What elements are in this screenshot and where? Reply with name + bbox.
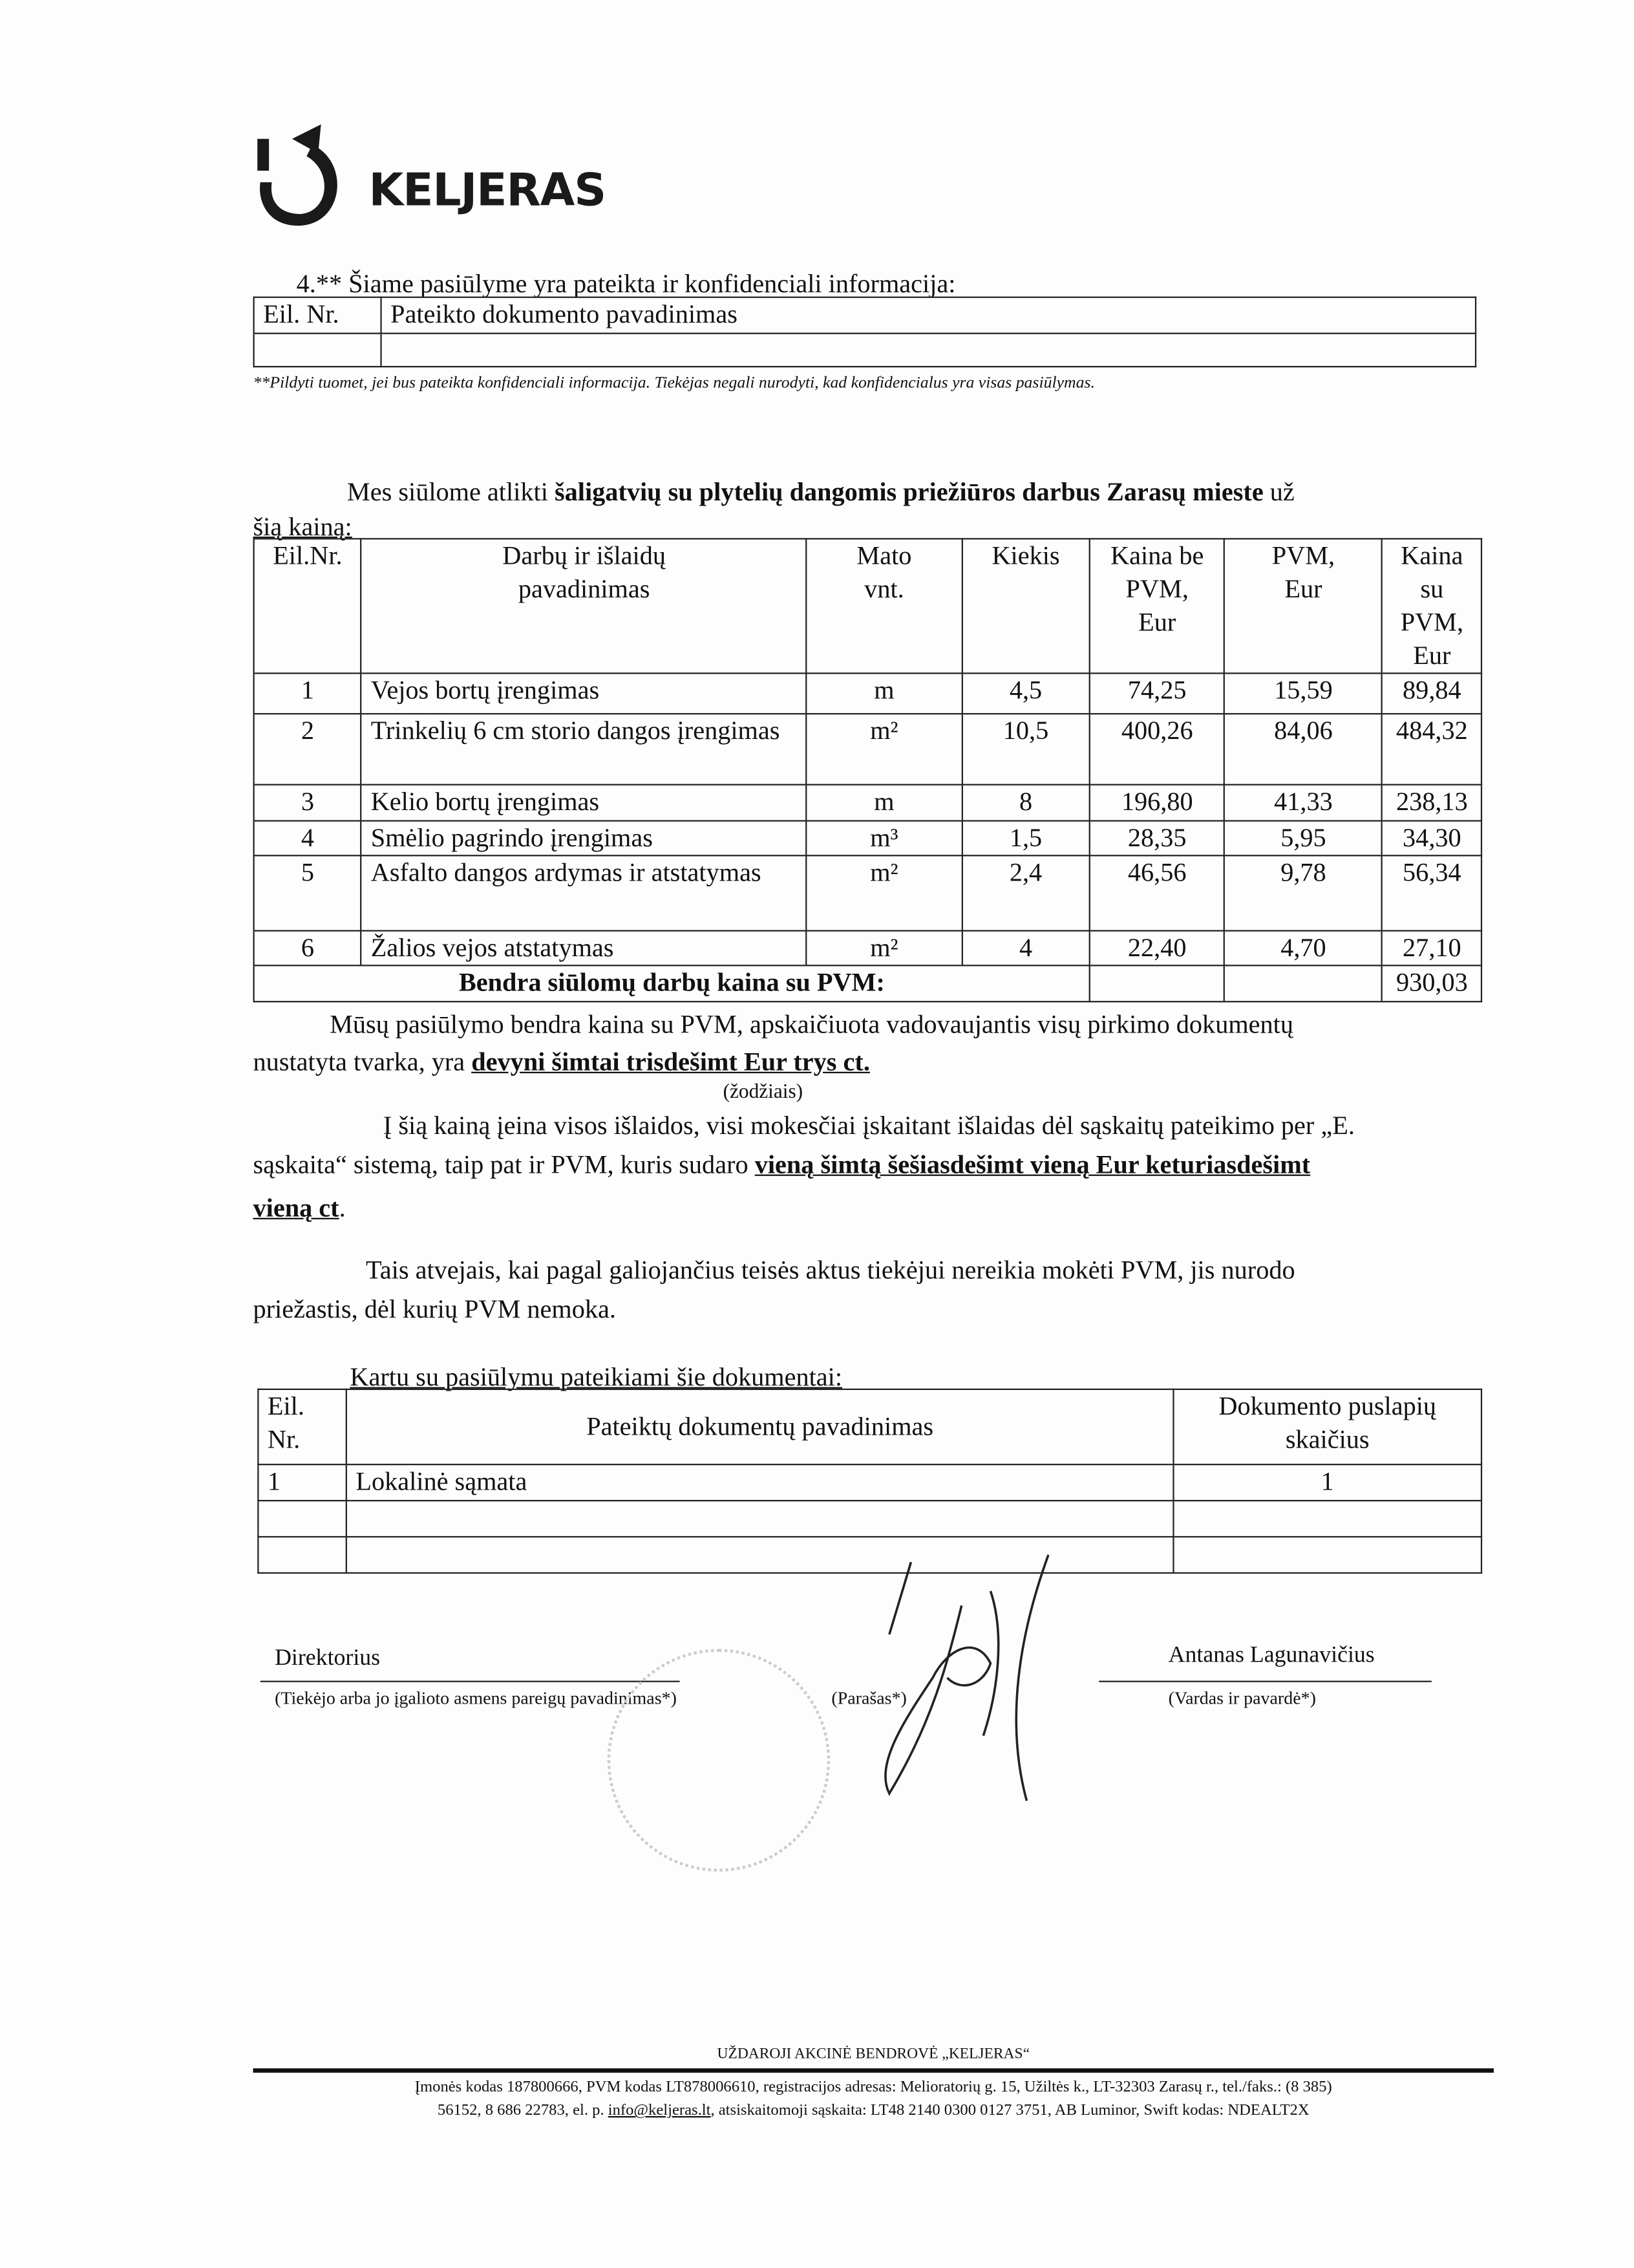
footer-bank: , atsiskaitomoji sąskaita: LT48 2140 0300 0127 3751, AB Luminor, Swift kodas: NDEALT2X bbox=[710, 2101, 1310, 2119]
cell-nr: 1 bbox=[258, 1464, 346, 1501]
column-header: Pateiktų dokumentų pavadinimas bbox=[346, 1389, 1174, 1464]
signature-hint: (Parašas*) bbox=[831, 1687, 907, 1709]
cell-nr: 3 bbox=[254, 785, 362, 821]
cell-name: Vejos bortų įrengimas bbox=[361, 673, 807, 714]
cell-unit: m² bbox=[807, 931, 962, 966]
cell-nr: 6 bbox=[254, 931, 362, 966]
signature-image bbox=[846, 1548, 1077, 1808]
section4-heading: 4.** Šiame pasiūlyme yra pateikta ir konfidenciali informacija: bbox=[296, 269, 956, 298]
footer-divider bbox=[253, 2068, 1494, 2073]
cell-name: Trinkelių 6 cm storio dangos įrengimas bbox=[361, 714, 807, 785]
p1-line1: Mūsų pasiūlymo bendra kaina su PVM, apskaičiuota vadovaujantis visų pirkimo dokumentų bbox=[330, 1009, 1294, 1039]
cell-vat: 84,06 bbox=[1224, 714, 1383, 785]
words-hint: (žodžiais) bbox=[723, 1082, 803, 1104]
table-cell bbox=[381, 334, 1476, 367]
column-header: Kiekis bbox=[962, 539, 1090, 673]
cell-qty: 2,4 bbox=[962, 855, 1090, 930]
cell-nr: 4 bbox=[254, 821, 362, 856]
cell-vat: 5,95 bbox=[1224, 821, 1383, 856]
p1-line2 bbox=[253, 1044, 870, 1079]
intro-bold: šaligatvių su plytelių dangomis priežiūros darbus Zarasų mieste bbox=[554, 477, 1264, 507]
docs-heading: Kartu su pasiūlymu pateikiami šie dokumentai: bbox=[350, 1362, 843, 1392]
confidential-info-table bbox=[253, 297, 1477, 368]
cell-qty: 1,5 bbox=[962, 821, 1090, 856]
column-header: PVM, Eur bbox=[1224, 539, 1383, 673]
table-cell bbox=[1173, 1501, 1481, 1537]
offer-intro bbox=[347, 475, 1489, 509]
vat-in-words: vieną šimtą šešiasdešimt vieną Eur keturiasdešimt bbox=[754, 1150, 1311, 1179]
cell-gross: 56,34 bbox=[1383, 855, 1481, 930]
cell-net: 46,56 bbox=[1090, 855, 1224, 930]
footer-line2 bbox=[253, 2099, 1494, 2122]
cell-unit: m bbox=[807, 673, 962, 714]
p2-text: sąskaita“ sistemą, taip pat ir PVM, kuris sudaro bbox=[253, 1150, 755, 1179]
cell-net: 22,40 bbox=[1090, 931, 1224, 966]
intro-suffix: už bbox=[1263, 477, 1295, 507]
cell-vat: 9,78 bbox=[1224, 855, 1383, 930]
p3-line1: Tais atvejais, kai pagal galiojančius teisės aktus tiekėjui nereikia mokėti PVM, jis nurodo bbox=[366, 1255, 1295, 1285]
cell-gross: 34,30 bbox=[1383, 821, 1481, 856]
table-row bbox=[254, 821, 1481, 856]
table-row bbox=[258, 1501, 1481, 1537]
cell-nr: 2 bbox=[254, 714, 362, 785]
table-cell bbox=[254, 334, 381, 367]
total-label: Bendra siūlomų darbų kaina su PVM: bbox=[254, 965, 1090, 1001]
divider bbox=[1099, 1681, 1432, 1682]
table-row bbox=[254, 785, 1481, 821]
signer-position: Direktorius bbox=[275, 1645, 381, 1671]
cell-qty: 8 bbox=[962, 785, 1090, 821]
cell-unit: m² bbox=[807, 714, 962, 785]
table-cell bbox=[346, 1501, 1174, 1537]
cell-unit: m bbox=[807, 785, 962, 821]
logo bbox=[249, 118, 357, 241]
cell-net: 196,80 bbox=[1090, 785, 1224, 821]
cell-gross: 27,10 bbox=[1383, 931, 1481, 966]
cell-name: Kelio bortų įrengimas bbox=[361, 785, 807, 821]
p2-line3 bbox=[253, 1190, 346, 1225]
cell-gross: 89,84 bbox=[1383, 673, 1481, 714]
cell-name: Asfalto dangos ardymas ir atstatymas bbox=[361, 855, 807, 930]
cell-nr: 5 bbox=[254, 855, 362, 930]
table-row bbox=[258, 1464, 1481, 1501]
vat-in-words-end: vieną ct bbox=[253, 1193, 339, 1223]
table-row bbox=[254, 931, 1481, 966]
table-cell bbox=[258, 1501, 346, 1537]
total-in-words: devyni šimtai trisdešimt Eur trys ct. bbox=[471, 1047, 870, 1076]
p1-text: nustatyta tvarka, yra bbox=[253, 1047, 472, 1076]
cell-net: 400,26 bbox=[1090, 714, 1224, 785]
footer-company: UŽDAROJI AKCINĖ BENDROVĖ „KELJERAS“ bbox=[717, 2046, 1030, 2063]
table-cell bbox=[1090, 965, 1224, 1001]
p3-line2: priežastis, dėl kurių PVM nemoka. bbox=[253, 1294, 616, 1324]
column-header: Eil. Nr. bbox=[258, 1389, 346, 1464]
company-stamp bbox=[608, 1649, 831, 1872]
divider bbox=[260, 1681, 680, 1682]
table-cell bbox=[1173, 1537, 1481, 1573]
column-header: Eil. Nr. bbox=[254, 297, 381, 334]
intro-text: Mes siūlome atlikti bbox=[346, 477, 555, 507]
cell-name: Lokalinė sąmata bbox=[346, 1464, 1174, 1501]
table-row bbox=[254, 673, 1481, 714]
cell-vat: 41,33 bbox=[1224, 785, 1383, 821]
p2-line2 bbox=[253, 1147, 1311, 1182]
email-link[interactable]: info@keljeras.lt bbox=[608, 2101, 711, 2119]
table-row bbox=[254, 714, 1481, 785]
cell-unit: m³ bbox=[807, 821, 962, 856]
position-hint: (Tiekėjo arba jo įgalioto asmens pareigų pavadinimas*) bbox=[275, 1687, 677, 1709]
column-header: Mato vnt. bbox=[807, 539, 962, 673]
table-cell bbox=[258, 1537, 346, 1573]
footer-contacts: 56152, 8 686 22783, el. p. bbox=[437, 2101, 608, 2119]
column-header: Dokumento puslapių skaičius bbox=[1173, 1389, 1481, 1464]
cell-net: 28,35 bbox=[1090, 821, 1224, 856]
column-header: Kaina be PVM, Eur bbox=[1090, 539, 1224, 673]
column-header: Eil.Nr. bbox=[254, 539, 362, 673]
cell-name: Smėlio pagrindo įrengimas bbox=[361, 821, 807, 856]
cell-pages: 1 bbox=[1173, 1464, 1481, 1501]
table-cell bbox=[1224, 965, 1383, 1001]
cell-qty: 4 bbox=[962, 931, 1090, 966]
column-header: Darbų ir išlaidų pavadinimas bbox=[361, 539, 807, 673]
offer-intro-line2: šią kainą: bbox=[253, 511, 352, 541]
cell-name: Žalios vejos atstatymas bbox=[361, 931, 807, 966]
total-row bbox=[254, 965, 1481, 1001]
price-table bbox=[253, 538, 1483, 1002]
p2-end: . bbox=[339, 1193, 346, 1223]
cell-gross: 238,13 bbox=[1383, 785, 1481, 821]
cell-gross: 484,32 bbox=[1383, 714, 1481, 785]
logo-text: KELJERAS bbox=[368, 165, 606, 217]
column-header: Pateikto dokumento pavadinimas bbox=[381, 297, 1476, 334]
documents-table bbox=[257, 1389, 1482, 1574]
confidential-note: **Pildyti tuomet, jei bus pateikta konfidenciali informacija. Tiekėjas negali nurodyti, kad konfidencialus yra visas pasiūlymas. bbox=[253, 374, 1095, 392]
cell-qty: 4,5 bbox=[962, 673, 1090, 714]
cell-qty: 10,5 bbox=[962, 714, 1090, 785]
table-row bbox=[254, 855, 1481, 930]
total-value: 930,03 bbox=[1383, 965, 1481, 1001]
cell-vat: 4,70 bbox=[1224, 931, 1383, 966]
p2-line1: Į šią kainą įeina visos išlaidos, visi mokesčiai įskaitant išlaidas dėl sąskaitų pateikimo per „E. bbox=[383, 1111, 1355, 1140]
signer-name: Antanas Lagunavičius bbox=[1168, 1643, 1375, 1668]
cell-net: 74,25 bbox=[1090, 673, 1224, 714]
footer-line1: Įmonės kodas 187800666, PVM kodas LT878006610, registracijos adresas: Melioratorių g. 15, Užiltės k., LT-32303 Zarasų r., tel./faks.: (8 385) bbox=[414, 2078, 1332, 2096]
cell-unit: m² bbox=[807, 855, 962, 930]
name-hint: (Vardas ir pavardė*) bbox=[1168, 1687, 1316, 1709]
cell-nr: 1 bbox=[254, 673, 362, 714]
column-header: Kaina su PVM, Eur bbox=[1383, 539, 1481, 673]
cell-vat: 15,59 bbox=[1224, 673, 1383, 714]
logo-arrow-icon bbox=[249, 118, 357, 234]
